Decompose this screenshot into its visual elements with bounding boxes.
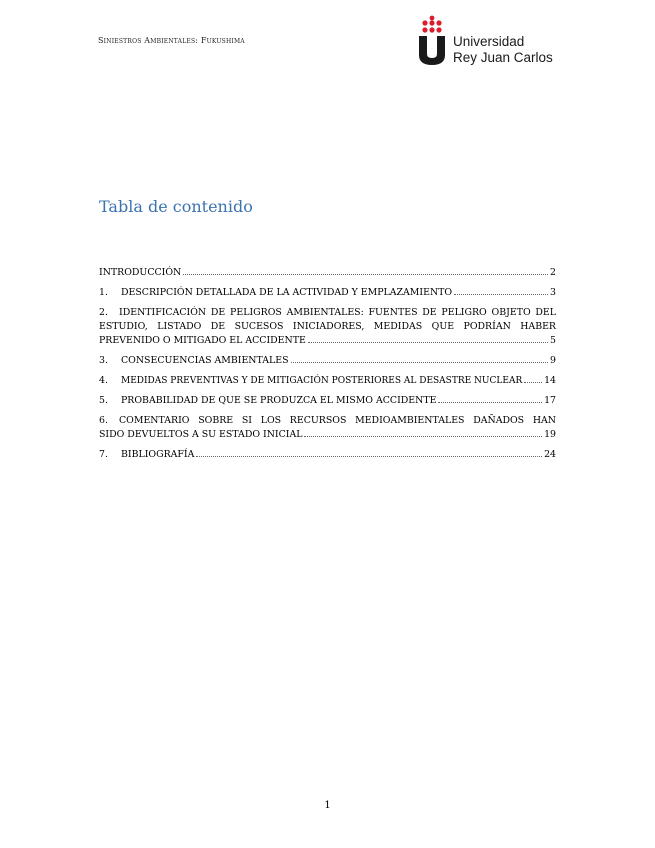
university-name-line2: Rey Juan Carlos	[453, 50, 553, 65]
toc-entry-3[interactable]	[99, 354, 556, 368]
toc-entry-last-line	[99, 334, 556, 348]
toc-entry-number: 2.	[99, 307, 108, 318]
toc-entry-4[interactable]	[99, 374, 556, 388]
university-name-line1: Universidad	[453, 34, 525, 49]
toc-entry-number: 6.	[99, 415, 108, 426]
toc-entry-label: INTRODUCCIÓN	[99, 267, 182, 278]
toc-entry-1[interactable]	[99, 286, 556, 300]
toc-page-number: 24	[544, 449, 556, 460]
toc-entry-number: 4.	[99, 375, 108, 386]
running-header-title: Siniestros Ambientales: Fukushima	[98, 36, 245, 45]
toc-entry-6[interactable]	[99, 414, 556, 442]
toc-page-number: 14	[544, 375, 556, 386]
toc-entry-number: 5.	[99, 395, 108, 406]
toc-entry-label-part: COMENTARIO SOBRE SI LOS RECURSOS MEDIOAMBIENTALES DAÑADOS HAN	[119, 415, 556, 426]
toc-dot-leader	[438, 401, 542, 403]
toc-dot-leader	[291, 361, 549, 363]
toc-entry-number: 7.	[99, 449, 108, 460]
toc-dot-leader	[304, 435, 542, 437]
toc-entry-introduccion[interactable]	[99, 266, 556, 280]
toc-page-number: 17	[544, 395, 556, 406]
toc-entry-first-line	[99, 414, 556, 428]
page-number: 1	[324, 800, 331, 811]
toc-entry-first-line	[99, 306, 556, 334]
university-name	[453, 34, 553, 66]
toc-entry-label: PREVENIDO O MITIGADO EL ACCIDENTE	[99, 335, 306, 346]
university-logo	[417, 14, 567, 66]
toc-entry-7[interactable]	[99, 448, 556, 462]
university-logo-icon	[417, 14, 447, 66]
toc-entry-label: PROBABILIDAD DE QUE SE PRODUZCA EL MISMO ACCIDENTE	[121, 395, 437, 406]
toc-title: Tabla de contenido	[99, 197, 253, 216]
toc-dot-leader	[454, 293, 548, 295]
toc-page-number: 2	[550, 267, 556, 278]
toc-page-number: 19	[544, 429, 556, 440]
toc-entry-last-line	[99, 428, 556, 442]
toc-entry-label: DESCRIPCIÓN DETALLADA DE LA ACTIVIDAD Y EMPLAZAMIENTO	[121, 287, 453, 298]
toc-dot-leader	[196, 455, 542, 457]
toc-entry-label-part: IDENTIFICACIÓN DE PELIGROS AMBIENTALES: FUENTES DE PELIGRO OBJETO DEL ESTUDIO, LISTADO DE SUCESOS INICIADORES, MEDIDAS QUE PODRÍAN HABER	[99, 307, 556, 332]
toc-page-number: 9	[550, 355, 556, 366]
toc-page-number: 5	[550, 335, 556, 346]
toc-page-number: 3	[550, 287, 556, 298]
toc-entry-label: MEDIDAS PREVENTIVAS Y DE MITIGACIÓN POSTERIORES AL DESASTRE NUCLEAR	[121, 376, 523, 386]
toc-entry-label: BIBLIOGRAFÍA	[121, 449, 195, 460]
toc-dot-leader	[308, 341, 548, 343]
toc-dot-leader	[524, 381, 542, 383]
toc-entry-number: 3.	[99, 355, 108, 366]
table-of-contents	[99, 266, 556, 468]
toc-entry-number: 1.	[99, 287, 108, 298]
toc-dot-leader	[183, 273, 548, 275]
toc-entry-2[interactable]	[99, 306, 556, 348]
toc-entry-label: SIDO DEVUELTOS A SU ESTADO INICIAL	[99, 429, 303, 440]
toc-entry-5[interactable]	[99, 394, 556, 408]
toc-entry-label: CONSECUENCIAS AMBIENTALES	[121, 355, 289, 366]
